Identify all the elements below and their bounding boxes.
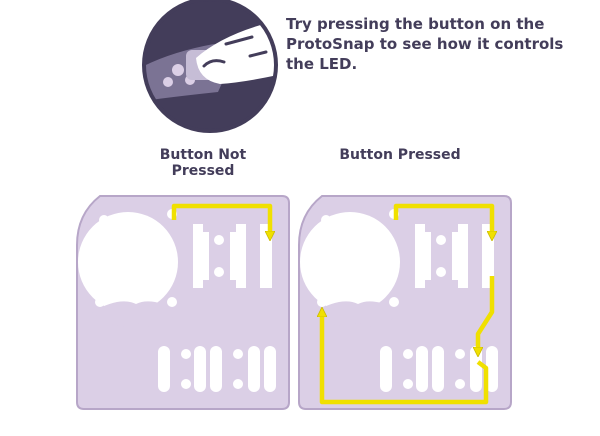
caption-pressed: Button Pressed	[339, 147, 461, 163]
instruction-text: Try pressing the button on the ProtoSnap to see how it controls the LED.	[286, 15, 564, 73]
board-not-pressed	[77, 196, 289, 409]
finger-press-icon	[140, 0, 300, 131]
board-pressed	[299, 196, 511, 409]
caption-not-pressed: Button Not Pressed	[159, 147, 247, 179]
